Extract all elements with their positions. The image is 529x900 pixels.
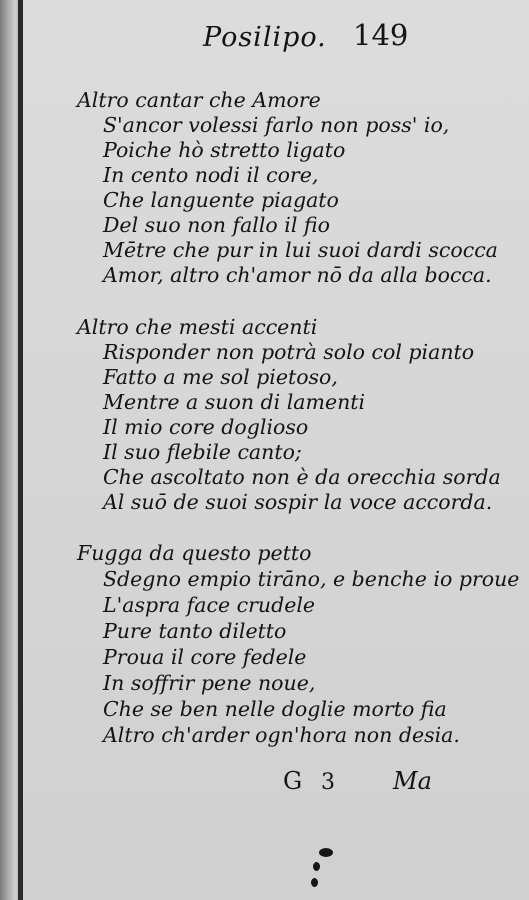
ink-blot [313, 862, 320, 871]
page-number: 149 [353, 18, 409, 52]
verse-line: Mentre a suon di lamenti [103, 390, 366, 414]
verse-line: Altro ch'arder ogn'hora non desia. [103, 723, 460, 747]
catchword: Ma [393, 767, 432, 795]
verse-line: Il mio core doglioso [103, 415, 309, 439]
verse-line: Fugga da questo petto [77, 541, 312, 565]
signature-mark: G [283, 767, 303, 795]
verse-line: S'ancor volessi farlo non poss' io, [103, 113, 450, 137]
running-head: Posilipo. [203, 22, 327, 53]
book-page [23, 0, 529, 900]
verse-line: Amor, altro ch'amor nō da alla bocca. [103, 263, 492, 287]
verse-line: Il suo flebile canto; [103, 440, 302, 464]
ink-blot [319, 848, 333, 857]
verse-line: Sdegno empio tirāno, e benche io proue [103, 567, 520, 591]
verse-line: Del suo non fallo il fio [103, 213, 330, 237]
verse-line: Altro che mesti accenti [77, 315, 318, 339]
verse-line: Mētre che pur in lui suoi dardi scocca [103, 238, 498, 262]
verse-line: Altro cantar che Amore [77, 88, 321, 112]
verse-line: Che se ben nelle doglie morto fia [103, 697, 447, 721]
verse-line: Poiche hò stretto ligato [103, 138, 346, 162]
verse-line: Risponder non potrà solo col pianto [103, 340, 475, 364]
verse-line: Che languente piagato [103, 188, 339, 212]
verse-line: Fatto a me sol pietoso, [103, 365, 338, 389]
verse-line: Che ascoltato non è da orecchia sorda [103, 465, 501, 489]
verse-line: In soffrir pene noue, [103, 671, 316, 695]
verse-line: Pure tanto diletto [103, 619, 287, 643]
verse-line: Proua il core fedele [103, 645, 307, 669]
verse-line: In cento nodi il core, [103, 163, 319, 187]
verse-line: L'aspra face crudele [103, 593, 316, 617]
signature-number: 3 [321, 770, 335, 795]
verse-line: Al suō de suoi sospir la voce accorda. [103, 490, 493, 514]
ink-blot [311, 878, 318, 887]
